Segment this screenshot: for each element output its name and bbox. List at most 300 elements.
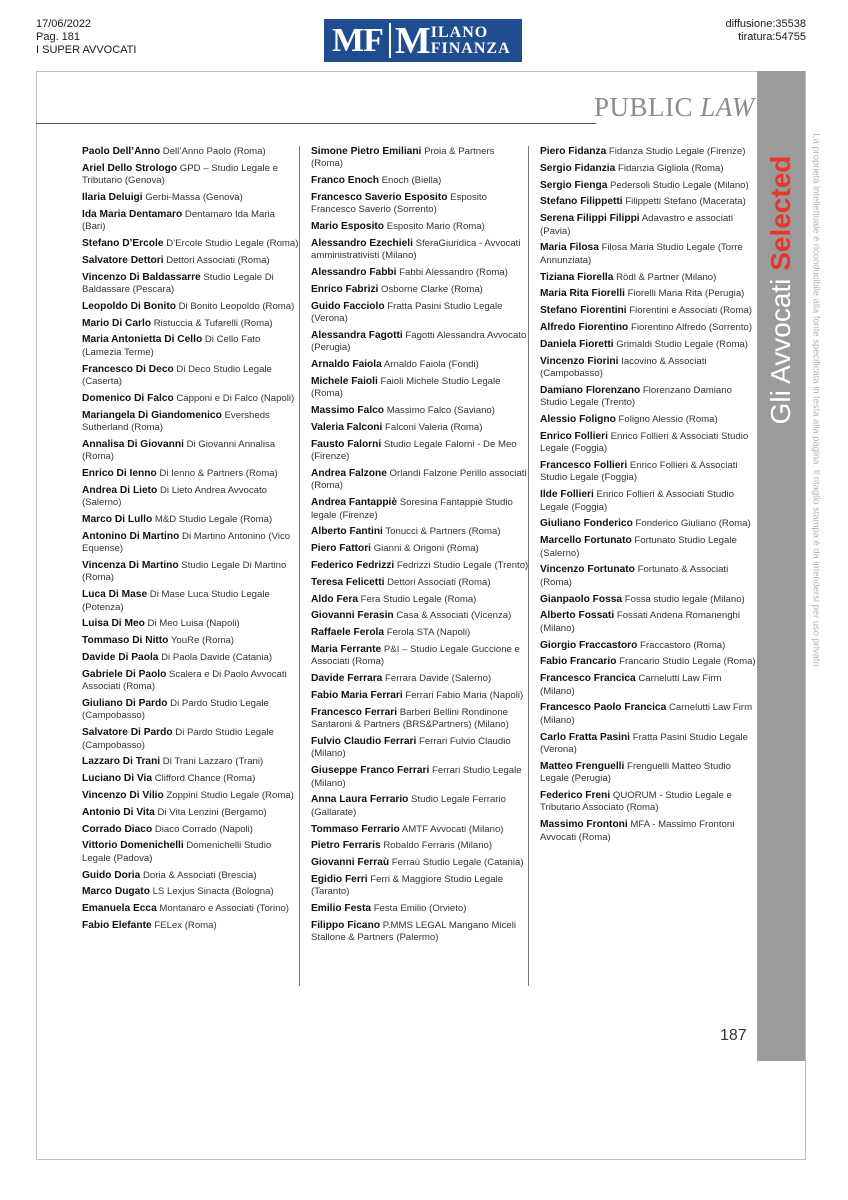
law-firm: Casa & Associati (Vicenza) <box>396 610 512 622</box>
lawyer-name: Maria Antonietta Di Cello <box>82 334 203 346</box>
lawyer-name: Leopoldo Di Bonito <box>82 300 176 312</box>
lawyer-entry <box>82 903 300 915</box>
law-firm: Di Giovanni Annalisa (Roma) <box>82 438 276 463</box>
law-firm: Fratta Pasini Studio Legale (Verona) <box>540 731 748 755</box>
lawyer-name: Giorgio Fraccastoro <box>540 639 638 651</box>
law-firm: Faioli Michele Studio Legale (Roma) <box>311 376 501 400</box>
law-firm: FELex (Roma) <box>154 919 217 931</box>
lawyer-entry <box>82 886 300 898</box>
lawyer-name: Francesco Saverio Esposito <box>311 192 448 203</box>
lawyer-entry <box>311 439 529 464</box>
lawyer-entry <box>82 410 300 435</box>
lawyer-entry <box>82 364 300 389</box>
lawyer-name: Raffaele Ferola <box>311 627 385 639</box>
lawyer-name: Stefano D’Ercole <box>82 238 164 249</box>
lawyer-entry <box>82 318 300 330</box>
section-title-word2: LAW <box>700 92 755 122</box>
lawyer-name: Salvatore Dettori <box>82 254 164 266</box>
section-title-word1: PUBLIC <box>594 92 694 122</box>
lawyer-column-1 <box>82 146 300 937</box>
law-firm: Dettori Associati (Roma) <box>166 254 270 266</box>
lawyer-name: Ida Maria Dentamaro <box>82 208 183 220</box>
lawyer-entry <box>540 518 758 530</box>
lawyer-name: Domenico Di Falco <box>82 392 174 404</box>
law-firm: Filippetti Stefano (Macerata) <box>625 196 746 208</box>
lawyer-entry <box>82 514 300 526</box>
lawyer-name: Marco Dugato <box>82 886 150 898</box>
lawyer-entry <box>540 305 758 317</box>
lawyer-entry <box>540 242 758 267</box>
lawyer-name: Antonio Di Vita <box>82 806 155 818</box>
law-firm: Soresina Fantappiè Studio legale (Firenze) <box>311 497 513 521</box>
lawyer-entry <box>82 773 300 785</box>
law-firm: GPD – Studio Legale e Tributario (Genova) <box>82 162 278 187</box>
lawyer-name: Alberto Fossati <box>540 610 615 622</box>
lawyer-name: Fabio Elefante <box>82 919 152 931</box>
lawyer-entry <box>311 330 529 355</box>
lawyer-entry <box>82 192 300 204</box>
lawyer-name: Daniela Fioretti <box>540 338 614 350</box>
law-firm: Arnaldo Faiola (Fondi) <box>383 359 479 371</box>
lawyer-name: Ilaria Deluigi <box>82 192 143 203</box>
law-firm: Eversheds Sutherland (Roma) <box>82 409 270 433</box>
lawyer-name: Vincenza Di Martino <box>82 560 179 571</box>
lawyer-column-2 <box>311 146 529 949</box>
law-firm: Ferraù Studio Legale (Catania) <box>391 857 524 869</box>
lawyer-name: Francesco Follieri <box>540 459 628 471</box>
law-firm: Di Ienno & Partners (Roma) <box>159 468 278 479</box>
header-page: Pag. 181 <box>36 31 81 43</box>
lawyer-entry <box>311 594 529 606</box>
lawyer-name: Egidio Ferri <box>311 873 368 885</box>
law-firm: Ferrari Studio Legale (Milano) <box>311 765 522 789</box>
lawyer-entry <box>311 560 529 572</box>
lawyer-entry <box>82 756 300 768</box>
lawyer-entry <box>540 272 758 284</box>
lawyer-name: Stefano Fiorentini <box>540 305 627 317</box>
law-firm: Dettori Associati (Roma) <box>387 576 491 588</box>
law-firm: Di Meo Luisa (Napoli) <box>147 618 240 630</box>
lawyer-name: Valeria Falconi <box>311 422 383 433</box>
lawyer-entry <box>82 589 300 614</box>
section-title <box>594 92 755 123</box>
law-firm: Fagotti Alessandra Avvocato (Perugia) <box>311 330 527 354</box>
law-firm: Falconi Valeria (Roma) <box>385 422 483 433</box>
lawyer-name: Alessio Foligno <box>540 413 616 425</box>
lawyer-entry <box>540 702 758 727</box>
lawyer-name: Gabriele Di Paolo <box>82 668 167 680</box>
lawyer-entry <box>311 175 529 187</box>
lawyer-name: Maria Ferrante <box>311 643 382 655</box>
law-firm: Diaco Corrado (Napoli) <box>154 823 253 835</box>
law-firm: Filosa Maria Studio Legale (Torre Annunziata) <box>540 242 743 266</box>
sidebar-title <box>765 156 797 425</box>
law-firm: AMTF Avvocati (Milano) <box>401 823 504 835</box>
lawyer-column-3 <box>540 146 758 848</box>
lawyer-entry <box>311 644 529 669</box>
law-firm: Studio Legale Falorni - De Meo (Firenze) <box>311 438 517 463</box>
law-firm: Di Cello Fato (Lamezia Terme) <box>82 334 261 358</box>
lawyer-name: Tommaso Di Nitto <box>82 635 169 647</box>
lawyer-entry <box>540 322 758 334</box>
lawyer-entry <box>311 577 529 589</box>
lawyer-entry <box>311 468 529 493</box>
lawyer-name: Alessandro Ezechieli <box>311 238 413 249</box>
law-firm: Di Deco Studio Legale (Caserta) <box>82 363 272 387</box>
lawyer-entry <box>311 543 529 555</box>
lawyer-name: Damiano Florenzano <box>540 384 641 396</box>
lawyer-name: Luciano Di Via <box>82 773 153 785</box>
law-firm: Grimaldi Studio Legale (Roma) <box>616 338 748 350</box>
page-number: 187 <box>720 1027 747 1044</box>
law-firm: Enrico Follieri & Associati Studio Legale (Foggia) <box>540 430 749 455</box>
law-firm: Rödl & Partner (Milano) <box>616 271 717 283</box>
lawyer-name: Vincenzo Di Baldassarre <box>82 271 201 283</box>
lawyer-entry <box>540 761 758 786</box>
law-firm: Ferrara Davide (Salerno) <box>385 673 492 685</box>
law-firm: Tonucci & Partners (Roma) <box>385 526 501 538</box>
lawyer-name: Francesco Francica <box>540 673 636 685</box>
law-firm: Fiorelli Maria Rita (Perugia) <box>627 288 745 300</box>
lawyer-entry <box>540 356 758 381</box>
lawyer-entry <box>311 192 529 217</box>
lawyer-entry <box>82 238 300 250</box>
law-firm: P.MMS LEGAL Mangano Miceli Stallone & Partners (Palermo) <box>311 919 517 944</box>
law-firm: Studio Legale Di Baldassare (Pescara) <box>82 271 274 295</box>
lawyer-name: Ilde Follieri <box>540 489 594 501</box>
lawyer-name: Francesco Ferrari <box>311 706 398 718</box>
law-firm: Di Lieto Andrea Avvocato (Salerno) <box>82 484 267 509</box>
lawyer-entry <box>82 468 300 480</box>
law-firm: Pedersoli Studio Legale (Milano) <box>610 179 749 191</box>
law-firm: Fortunato Studio Legale (Salerno) <box>540 535 737 559</box>
lawyer-entry <box>540 460 758 485</box>
lawyer-entry <box>82 824 300 836</box>
lawyer-name: Alessandro Fabbi <box>311 267 397 279</box>
lawyer-entry <box>540 288 758 300</box>
law-firm: Doria & Associati (Brescia) <box>142 869 257 881</box>
lawyer-name: Maria Filosa <box>540 242 599 254</box>
law-firm: M&D Studio Legale (Roma) <box>154 514 273 525</box>
law-firm: Enrico Follieri & Associati Studio Legale (Foggia) <box>540 489 735 513</box>
law-firm: Gerbi-Massa (Genova) <box>145 192 243 203</box>
lawyer-name: Vincenzo Di Vilio <box>82 790 164 801</box>
lawyer-name: Annalisa Di Giovanni <box>82 438 184 450</box>
lawyer-name: Serena Filippi Filippi <box>540 213 640 225</box>
law-firm: Iacovino & Associati (Campobasso) <box>540 355 707 379</box>
lawyer-name: Enrico Follieri <box>540 430 608 442</box>
header-tiratura: tiratura:54755 <box>738 31 806 43</box>
lawyer-entry <box>540 213 758 238</box>
lawyer-entry <box>540 414 758 426</box>
law-firm: Fonderico Giuliano (Roma) <box>635 518 751 530</box>
lawyer-entry <box>311 840 529 852</box>
lawyer-entry <box>540 196 758 208</box>
law-firm: Fratta Pasini Studio Legale (Verona) <box>311 300 503 325</box>
lawyer-entry <box>311 146 529 171</box>
lawyer-name: Fabio Francario <box>540 656 617 668</box>
lawyer-entry <box>82 146 300 158</box>
lawyer-entry <box>540 594 758 606</box>
law-firm: Studio Legale Di Martino (Roma) <box>82 560 287 584</box>
lawyer-name: Giovanni Ferraù <box>311 857 390 869</box>
law-firm: Foligno Alessio (Roma) <box>618 413 718 425</box>
lawyer-name: Sergio Fienga <box>540 179 608 191</box>
lawyer-name: Emanuela Ecca <box>82 903 157 915</box>
lawyer-name: Enrico Di Ienno <box>82 468 157 479</box>
milano-finanza-logo <box>324 19 522 62</box>
lawyer-name: Giovanni Ferasin <box>311 610 394 622</box>
law-firm: P&I – Studio Legale Guccione e Associati (Roma) <box>311 643 520 668</box>
law-firm: SferaGiuridica - Avvocati amministrativisti (Milano) <box>311 238 521 262</box>
lawyer-name: Andrea Falzone <box>311 468 387 479</box>
lawyer-entry <box>82 807 300 819</box>
lawyer-entry <box>311 267 529 279</box>
lawyer-entry <box>540 431 758 456</box>
law-firm: Robaldo Ferraris (Milano) <box>383 840 493 852</box>
law-firm: Clifford Chance (Roma) <box>154 773 256 785</box>
lawyer-entry <box>540 385 758 410</box>
law-firm: QUORUM - Studio Legale e Tributario Associato (Roma) <box>540 790 732 814</box>
logo-m: M <box>394 19 431 62</box>
header-left <box>36 18 136 57</box>
lawyer-entry <box>540 163 758 175</box>
lawyer-name: Giuliano Di Pardo <box>82 698 168 709</box>
lawyer-entry <box>82 255 300 267</box>
lawyer-entry <box>311 707 529 732</box>
lawyer-name: Francesco Di Deco <box>82 363 174 375</box>
law-firm: D’Ercole Studio Legale (Roma) <box>166 238 299 249</box>
lawyer-entry <box>311 359 529 371</box>
lawyer-name: Aldo Fera <box>311 593 358 605</box>
lawyer-name: Anna Laura Ferrario <box>311 794 409 806</box>
lawyer-entry <box>311 238 529 263</box>
lawyer-name: Marcello Fortunato <box>540 535 632 547</box>
law-firm: Enrico Follieri & Associati Studio Legale (Foggia) <box>540 459 738 484</box>
lawyer-entry <box>82 618 300 630</box>
law-firm: Fabbi Alessandro (Roma) <box>399 267 508 279</box>
law-firm: Fraccastoro (Roma) <box>640 639 726 651</box>
lawyer-name: Maria Rita Fiorelli <box>540 288 625 300</box>
lawyer-entry <box>540 564 758 589</box>
top-rule <box>36 123 596 124</box>
lawyer-entry <box>540 732 758 757</box>
lawyer-name: Enrico Fabrizi <box>311 284 379 295</box>
lawyer-entry <box>311 221 529 233</box>
lawyer-name: Andrea Di Lieto <box>82 484 158 496</box>
law-firm: Carnelutti Law Firm (Milano) <box>540 702 753 726</box>
lawyer-name: Alberto Fantini <box>311 526 383 538</box>
law-firm: Barberi Bellini Rondinone Santaroni & Partners (BRS&Partners) (Milano) <box>311 706 509 731</box>
lawyer-name: Guido Facciolo <box>311 300 385 312</box>
lawyer-name: Mariangela Di Giandomenico <box>82 409 222 421</box>
lawyer-name: Fabio Maria Ferrari <box>311 689 403 701</box>
lawyer-name: Alessandra Fagotti <box>311 330 403 341</box>
lawyer-name: Tommaso Ferrario <box>311 823 400 835</box>
law-firm: Dell’Anno Paolo (Roma) <box>162 146 266 157</box>
lawyer-entry <box>82 669 300 694</box>
lawyer-entry <box>82 560 300 585</box>
law-firm: Di Trani Lazzaro (Trani) <box>162 756 264 768</box>
logo-bottom: FINANZA <box>430 39 511 57</box>
lawyer-name: Pietro Ferraris <box>311 840 381 852</box>
law-firm: YouRe (Roma) <box>170 635 235 647</box>
law-firm: Osborne Clarke (Roma) <box>381 284 483 295</box>
lawyer-name: Gianpaolo Fossa <box>540 593 623 605</box>
law-firm: Frenguelli Matteo Studio Legale (Perugia) <box>540 760 732 785</box>
law-firm: Montanaro e Associati (Torino) <box>159 903 289 915</box>
lawyer-name: Tiziana Fiorella <box>540 271 614 283</box>
law-firm: MFA - Massimo Frontoni Avvocati (Roma) <box>540 819 735 843</box>
lawyer-name: Marco Di Lullo <box>82 514 153 525</box>
lawyer-entry <box>311 301 529 326</box>
lawyer-name: Paolo Dell’Anno <box>82 146 161 157</box>
lawyer-entry <box>540 146 758 158</box>
law-firm: Di Martino Antonino (Vico Equense) <box>82 530 291 555</box>
law-firm: Di Pardo Studio Legale (Campobasso) <box>82 698 269 722</box>
lawyer-name: Vincenzo Fortunato <box>540 564 635 576</box>
lawyer-entry <box>82 920 300 932</box>
lawyer-name: Mario Esposito <box>311 221 385 233</box>
logo-top: ILANO <box>430 23 489 41</box>
lawyer-entry <box>82 840 300 865</box>
law-firm: Ferrari Fabio Maria (Napoli) <box>405 689 524 701</box>
law-firm: Gianni & Origoni (Roma) <box>373 543 479 555</box>
lawyer-entry <box>540 819 758 844</box>
law-firm: Domenichelli Studio Legale (Padova) <box>82 840 272 864</box>
law-firm: Scalera e Di Paolo Avvocati Associati (Roma) <box>82 668 287 693</box>
law-firm: Fiorentino Alfredo (Sorrento) <box>630 321 753 333</box>
law-firm: Fedrizzi Studio Legale (Trento) <box>396 560 529 571</box>
lawyer-entry <box>540 790 758 815</box>
law-firm: Ferola STA (Napoli) <box>386 627 471 639</box>
lawyer-name: Ariel Dello Strologo <box>82 162 178 174</box>
lawyer-name: Piero Fattori <box>311 543 372 555</box>
law-firm: Enoch (Biella) <box>381 175 442 187</box>
column-divider-1 <box>299 146 300 986</box>
lawyer-name: Fulvio Claudio Ferrari <box>311 735 417 747</box>
lawyer-entry <box>82 870 300 882</box>
lawyer-entry <box>311 920 529 945</box>
lawyer-entry <box>82 272 300 297</box>
lawyer-entry <box>540 673 758 698</box>
header-date: 17/06/2022 <box>36 18 92 30</box>
law-firm: Adavastro e associati (Pavia) <box>540 213 733 237</box>
lawyer-entry <box>82 790 300 802</box>
law-firm: Ferrari Fulvio Claudio (Milano) <box>311 735 511 760</box>
law-firm: Francario Studio Legale (Roma) <box>619 656 756 668</box>
lawyer-name: Simone Pietro Emiliani <box>311 146 422 157</box>
lawyer-name: Davide Ferrara <box>311 673 383 685</box>
lawyer-name: Piero Fidanza <box>540 146 607 157</box>
lawyer-name: Carlo Fratta Pasini <box>540 731 631 743</box>
law-firm: Fortunato & Associati (Roma) <box>540 564 729 588</box>
law-firm: Fossati Andena Romanenghi (Milano) <box>540 610 741 634</box>
law-firm: Dentamaro Ida Maria (Bari) <box>82 208 276 233</box>
lawyer-entry <box>311 497 529 522</box>
lawyer-name: Salvatore Di Pardo <box>82 727 173 739</box>
lawyer-entry <box>82 485 300 510</box>
lawyer-entry <box>311 690 529 702</box>
lawyer-name: Vincenzo Fiorini <box>540 355 619 367</box>
law-firm: Esposito Francesco Saverio (Sorrento) <box>311 192 487 216</box>
lawyer-entry <box>540 180 758 192</box>
lawyer-entry <box>311 284 529 296</box>
lawyer-entry <box>540 656 758 668</box>
law-firm: Di Pardo Studio Legale (Campobasso) <box>82 727 274 751</box>
lawyer-name: Fausto Falorni <box>311 438 382 450</box>
lawyer-entry <box>82 652 300 664</box>
sidebar-title-highlight: Selected <box>765 155 796 271</box>
lawyer-name: Corrado Diaco <box>82 823 153 835</box>
lawyer-name: Franco Enoch <box>311 175 379 187</box>
lawyer-entry <box>311 673 529 685</box>
lawyer-name: Davide Di Paola <box>82 652 159 663</box>
lawyer-name: Lazzaro Di Trani <box>82 756 161 768</box>
lawyer-name: Michele Faioli <box>311 376 378 387</box>
lawyer-entry <box>311 627 529 639</box>
header-section: I SUPER AVVOCATI <box>36 44 137 56</box>
header-diffusione: diffusione:35538 <box>725 18 806 30</box>
law-firm: Di Mase Luca Studio Legale (Potenza) <box>82 589 270 613</box>
lawyer-name: Alfredo Fiorentino <box>540 321 629 333</box>
law-firm: LS Lexjus Sinacta (Bologna) <box>152 886 274 898</box>
lawyer-entry <box>82 163 300 188</box>
lawyer-name: Federico Freni <box>540 790 611 801</box>
law-firm: Esposito Mario (Roma) <box>386 221 485 233</box>
lawyer-name: Guido Doria <box>82 869 141 881</box>
column-divider-2 <box>528 146 529 986</box>
lawyer-entry <box>82 439 300 464</box>
lawyer-entry <box>311 903 529 915</box>
law-firm: Orlandi Falzone Perillo associati (Roma) <box>311 468 527 492</box>
logo-stack <box>431 25 511 57</box>
lawyer-name: Giuliano Fonderico <box>540 518 633 530</box>
lawyer-entry <box>311 610 529 622</box>
copyright-note: La proprietà intellettuale è riconducibile alla fonte specificata in testa alla pagina. Il ritaglio stampa è da intendersi per uso privato <box>811 133 823 667</box>
lawyer-name: Stefano Filippetti <box>540 196 623 208</box>
lawyer-entry <box>540 489 758 514</box>
lawyer-entry <box>311 857 529 869</box>
lawyer-name: Francesco Paolo Francica <box>540 702 667 714</box>
law-firm: Fiorentini e Associati (Roma) <box>629 305 752 317</box>
lawyer-entry <box>82 531 300 556</box>
lawyer-entry <box>82 209 300 234</box>
lawyer-entry <box>82 635 300 647</box>
lawyer-name: Emilio Festa <box>311 903 372 915</box>
lawyer-name: Massimo Falco <box>311 405 385 417</box>
lawyer-entry <box>311 794 529 819</box>
law-firm: Di Paola Davide (Catania) <box>161 652 273 663</box>
lawyer-entry <box>82 301 300 313</box>
lawyer-entry <box>540 339 758 351</box>
lawyer-name: Antonino Di Martino <box>82 530 180 542</box>
lawyer-name: Massimo Frontoni <box>540 819 628 831</box>
lawyer-name: Luisa Di Meo <box>82 618 145 630</box>
lawyer-entry <box>311 874 529 899</box>
logo-mf: MF <box>332 21 383 59</box>
lawyer-name: Teresa Felicetti <box>311 576 385 588</box>
law-firm: Fidanzia Gigliola (Roma) <box>617 162 724 174</box>
lawyer-name: Matteo Frenguelli <box>540 760 625 772</box>
lawyer-entry <box>540 535 758 560</box>
lawyer-entry <box>82 698 300 723</box>
lawyer-name: Vittorio Domenichelli <box>82 840 184 852</box>
lawyer-entry <box>82 334 300 359</box>
law-firm: Festa Emilio (Orvieto) <box>373 903 467 915</box>
lawyer-name: Federico Fedrizzi <box>311 560 395 571</box>
lawyer-entry <box>540 610 758 635</box>
